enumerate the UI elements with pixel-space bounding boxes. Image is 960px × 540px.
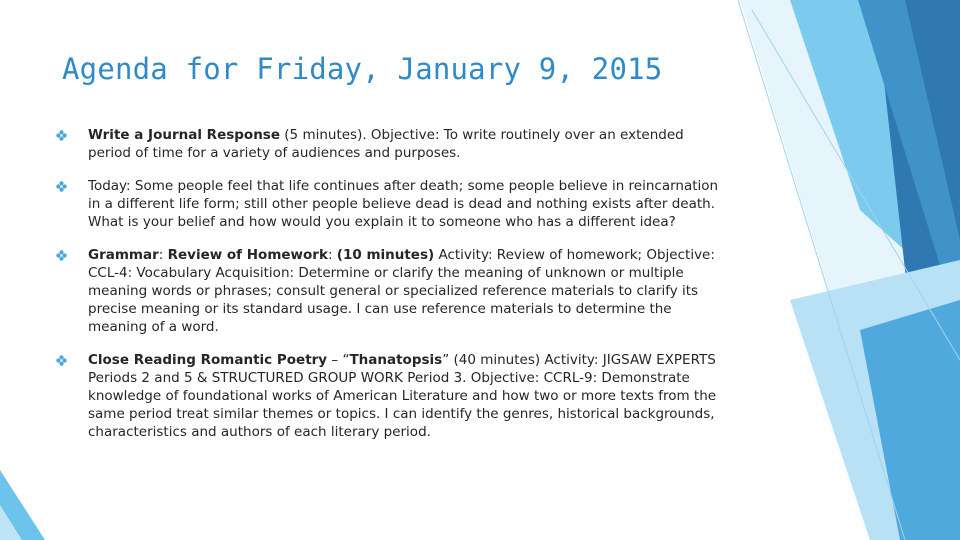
diamond-flower-bullet-icon	[56, 355, 67, 366]
agenda-list	[56, 126, 721, 456]
item-2-text: Today: Some people feel that life continues after death; some people believe in reincarnation in a different life form; still other people believe dead is dead and nothing exists after death. What is your belief and how would you explain it to someone who has a different idea?	[88, 178, 719, 230]
item-3-bold-grammar: Grammar	[88, 247, 159, 263]
item-3-bold-review: Review of Homework	[167, 247, 328, 263]
item-3-colon-1: :	[158, 247, 168, 263]
item-4-dash: – “	[327, 352, 350, 368]
list-item	[56, 351, 721, 441]
diamond-flower-bullet-icon	[56, 250, 67, 261]
slide-title: Agenda for Friday, January 9, 2015	[62, 52, 663, 86]
item-1-bold: Write a Journal Response	[88, 127, 280, 143]
item-1-text: (5 minutes). Objective: To write routinely over an extended period of time for a variety of audiences and purposes.	[88, 127, 684, 161]
list-item	[56, 126, 721, 162]
item-3-bold-time: (10 minutes)	[336, 247, 435, 263]
diamond-flower-bullet-icon	[56, 130, 67, 141]
item-4-text: ” (40 minutes) Activity: JIGSAW EXPERTS Periods 2 and 5 & STRUCTURED GROUP WORK Period 3. Objective: CCRL-9: Demonstrate knowledge of foundational works of American Literature and how two or more texts from the same period treat similar themes or topics. I can identify the genres, historical backgrounds, characteristics and authors of each literary period.	[88, 352, 717, 440]
list-item	[56, 177, 721, 231]
diamond-flower-bullet-icon	[56, 181, 67, 192]
list-item	[56, 246, 721, 336]
item-3-text: Activity: Review of homework; Objective: CCL-4: Vocabulary Acquisition: Determine or clarify the meaning of unknown or multiple meaning words or phrases; consult general or specialized reference materials to clarify its precise meaning or its standard usage. I can use reference materials to determine the meaning of a word.	[88, 247, 715, 335]
item-4-bold-poem: Thanatopsis	[349, 352, 443, 368]
item-3-colon-2: :	[327, 247, 337, 263]
item-4-bold-reading: Close Reading Romantic Poetry	[88, 352, 328, 368]
